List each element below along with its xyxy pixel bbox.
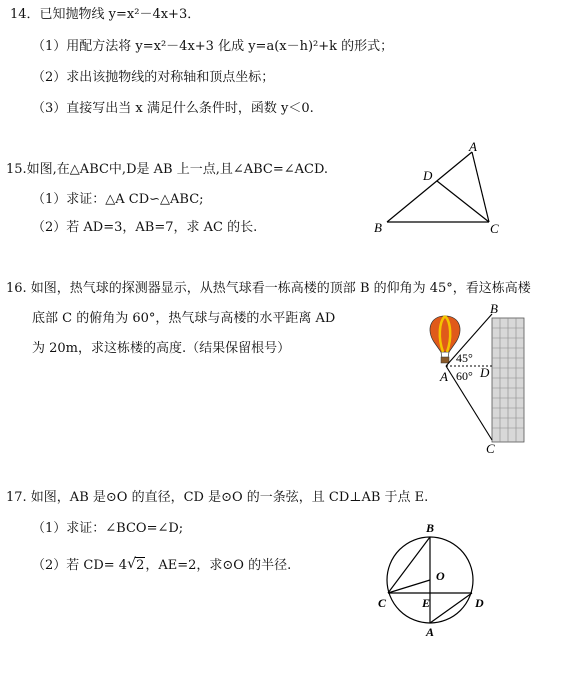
q14-part3: （3）直接写出当 x 满足什么条件时，函数 y＜0. <box>32 101 314 116</box>
label-d: D <box>480 365 490 380</box>
segment-bc <box>388 537 430 593</box>
q17-part2-text-b: ，AE=2，求⊙O 的半径. <box>145 558 292 573</box>
label-b: B <box>374 220 382 235</box>
segment-ad <box>430 593 472 623</box>
q14-part1: （1）用配方法将 y=x²－4x+3 化成 y=a(x－h)²+k 的形式； <box>32 39 394 54</box>
label-d: D <box>475 596 484 610</box>
q15-triangle-figure <box>365 140 510 240</box>
label-b: B <box>490 301 498 316</box>
label-c: C <box>378 596 387 610</box>
building <box>492 318 524 442</box>
q17-part2 <box>32 557 291 575</box>
q14-part2: （2）求出该抛物线的对称轴和顶点坐标； <box>32 70 275 85</box>
q17-stem: 17. 如图，AB 是⊙O 的直径，CD 是⊙O 的一条弦，且 CD⊥AB 于点 E. <box>6 490 429 505</box>
segment-ac <box>472 152 489 222</box>
q16-line2: 底部 C 的俯角为 60°，热气球与高楼的水平距离 AD <box>32 311 336 326</box>
q17-part2-text-a: （2）若 CD= 4 <box>32 558 128 573</box>
label-o: O <box>436 569 445 583</box>
q14-stem: 14．已知抛物线 y=x²－4x+3． <box>10 7 201 22</box>
q15-stem: 15.如图,在△ABC中,D是 AB 上一点,且∠ABC=∠ACD. <box>6 162 329 177</box>
q16-balloon-figure <box>420 300 540 460</box>
q15-part1: （1）求证：△A CD∽△ABC; <box>32 192 204 207</box>
sqrt-2: √ 2 <box>127 556 145 573</box>
label-c: C <box>490 221 499 236</box>
label-c: C <box>486 441 495 456</box>
q16-line3: 为 20m，求这栋楼的高度.（结果保留根号） <box>32 341 291 356</box>
segment-cd <box>437 181 489 222</box>
segment-ab <box>387 152 472 222</box>
angle-45-label: 45° <box>456 351 473 365</box>
q16-line1: 16. 如图，热气球的探测器显示，从热气球看一栋高楼的顶部 B 的仰角为 45°，看这栋高楼 <box>6 281 531 296</box>
q17-part1: （1）求证：∠BCO=∠D; <box>32 521 184 536</box>
label-a: A <box>469 140 477 154</box>
q15-part2: （2）若 AD=3，AB=7，求 AC 的长. <box>32 220 258 235</box>
label-a: A <box>426 625 435 639</box>
label-d: D <box>423 168 433 183</box>
q17-circle-figure <box>375 518 490 643</box>
angle-60-label: 60° <box>456 369 473 383</box>
label-e: E <box>422 596 431 610</box>
label-b: B <box>426 521 435 535</box>
segment-co <box>388 580 430 593</box>
label-a: A <box>440 369 448 384</box>
